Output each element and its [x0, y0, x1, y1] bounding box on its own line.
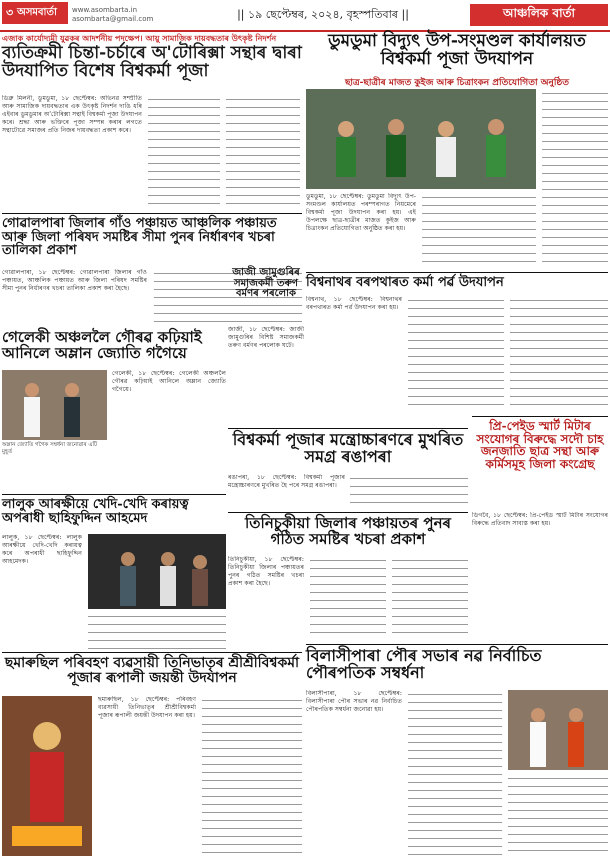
article-body-continued — [310, 556, 386, 640]
article-body-continued — [392, 556, 468, 640]
masthead-contact — [72, 6, 202, 24]
page-number-block — [2, 2, 68, 24]
divider — [2, 213, 302, 214]
article-subhead: ছাত্ৰ-ছাত্ৰীৰ মাজত কুইজ আৰু চিত্ৰাংকন প্ৰতিযোগিতা অনুষ্ঠিত — [344, 78, 570, 88]
article-body: বিশ্বনাথ, ১৮ ছেপ্টেম্বৰ: বিশ্বনাথৰ বৰপথাৰত কৰ্মা পৰ্ৱ উদযাপন কৰা হয়। — [306, 296, 402, 311]
article-transport-puja — [2, 652, 302, 857]
article-gelekey — [2, 330, 226, 490]
ceremony-illustration — [508, 690, 608, 770]
site-url[interactable]: www.asombarta.in — [72, 6, 138, 14]
article-body: ডিগবৈ, ১৮ ছেপ্টেম্বৰ: প্ৰি-পেইড স্মাৰ্ট মিটাৰ সংযোগৰ বিৰুদ্ধে প্ৰতিবাদ সাব্যস্ত কৰা হয়। — [472, 512, 608, 527]
issue-date: || ১৯ ছেপ্টেম্বৰ, ২০২৪, বৃহস্পতিবাৰ || — [237, 8, 409, 21]
divider — [472, 416, 608, 417]
felicitation-photo — [508, 690, 608, 770]
article-body-continued — [422, 193, 536, 268]
article-body-continued — [148, 95, 220, 205]
article-body-continued — [542, 89, 608, 264]
article-headline[interactable]: লালুক আৰক্ষীয়ে খেদি-খেদি কৰায়ত্ব অপৰাধী ছাহিফুদ্দিন আহমেদ — [2, 497, 189, 526]
article-headline[interactable]: গেলেকী অঞ্চললৈ গৌৰৱ কঢ়িয়াই আনিলে অম্লান জ্যোতি গগৈয়ে — [2, 328, 202, 362]
email-address[interactable]: asombarta@gmail.com — [72, 15, 154, 23]
article-biswanath — [306, 272, 608, 414]
article-electricity-office — [306, 33, 608, 268]
article-body-continued — [510, 296, 608, 411]
night-scene-illustration — [88, 534, 226, 609]
article-body-continued — [88, 612, 226, 649]
article-headline[interactable]: প্ৰি-পেইড স্মাৰ্ট মিটাৰ সংযোগৰ বিৰুদ্ধে সদৌ চাহ জনজাতি ছাত্ৰ সন্থা আৰু কৰ্মিসমূহ জিলা কংগ্ৰেছ — [476, 419, 604, 471]
section-title: আঞ্চলিক বাৰ্তা — [470, 4, 608, 26]
article-body-continued — [408, 690, 502, 856]
divider — [228, 428, 468, 429]
photo-caption: অম্লান জ্যোতি গগৈক সম্বৰ্ধনা জনোৱাৰ এটি মুহূৰ্ত — [2, 442, 98, 455]
article-headline[interactable]: ডুমডুমা বিদ্যুৎ উপ-সংমণ্ডল কাৰ্যালয়ত বিশ্বকৰ্মা পূজা উদযাপন — [328, 31, 586, 69]
event-photo — [306, 89, 536, 189]
divider — [306, 272, 608, 273]
article-headline[interactable]: বিশ্বকৰ্মা পূজাৰ মন্ত্ৰোচ্চাৰণৰে মুখৰিত সমগ্ৰ ৰঙাপৰা — [232, 430, 464, 466]
article-body: গোৱালপাৰা, ১৮ ছেপ্টেম্বৰ: গোৱালপাৰা জিলাৰ গাঁও পঞ্চায়ত, আঞ্চলিক পঞ্চায়ত আৰু জিলা পৰিষদ সমষ্টিৰ সীমা পুনৰ নিৰ্ধাৰণৰ খচৰা তালিকা প্ৰকাশ কৰা হৈছে। — [2, 269, 147, 292]
article-body: বিলাসীপাৰা, ১৮ ছেপ্টেম্বৰ: বিলাসীপাৰা পৌৰ সভাৰ নৱ নিৰ্বাচিত পৌৰপতিক সম্বৰ্ধনা জনোৱা হয়। — [306, 690, 402, 713]
felicitation-illustration — [2, 370, 107, 440]
masthead-logo: অসমবাৰ্তা — [17, 6, 57, 18]
article-headline[interactable]: তিনিচুকীয়া জিলাৰ পঞ্চায়তৰ পুনৰ গঠিত সমষ্টিৰ খচৰা প্ৰকাশ — [245, 514, 451, 548]
felicitation-photo — [2, 370, 107, 440]
article-body: জাজী, ১৮ ছেপ্টেম্বৰ: জাজী জামুগুৰিৰ বিশিষ্ট সমাজকৰ্মী তৰুণ বৰ্মণৰ পৰলোক ঘটে। — [228, 326, 304, 349]
puja-photo — [2, 696, 92, 856]
divider — [306, 644, 608, 645]
article-body: লালুক, ১৮ ছেপ্টেম্বৰ: লালুক আৰক্ষীয়ে খেদি-খেদি কৰায়ত্ব কৰে অপৰাধী ছাহিফুদ্দিন আহমেদক। — [2, 534, 82, 565]
article-smart-meter — [472, 416, 608, 641]
article-body: গেলেকী, ১৮ ছেপ্টেম্বৰ: গেলেকী অঞ্চললৈ গৌৰৱ কঢ়িয়াই আনিলে অম্লান জ্যোতি গগৈয়ে। — [112, 370, 226, 393]
article-body-continued — [508, 774, 608, 856]
article-rangapara — [228, 428, 468, 508]
article-body: ডুমডুমা, ১৮ ছেপ্টেম্বৰ: ডুমডুমা বিদ্যুৎ উপ-সংমণ্ডল কাৰ্যালয়ত পৰম্পৰাগত নিয়মেৰে বিশ্বকৰ্মা পূজা উদযাপন কৰা হয়। এই উপলক্ষে ছাত্ৰ-ছাত্ৰীৰ মাজত কুইজ আৰু চিত্ৰাংকন প্ৰতিযোগিতা অনুষ্ঠিত কৰা হয়। — [306, 193, 416, 232]
divider — [2, 652, 302, 653]
arrest-photo — [88, 534, 226, 609]
article-headline[interactable]: বিলাসীপাৰা পৌৰ সভাৰ নৱ নিৰ্বাচিত পৌৰপতিক সম্বৰ্ধনা — [306, 646, 542, 682]
article-body: ডিব্ৰু মিলনী, ডুমডুমা, ১৮ ছেপ্টেম্বৰ: অভিনৱ সম্প্ৰীতি আৰু সামাজিক দায়বদ্ধতাৰ এক উৎকৃষ্ট নিদৰ্শন দাঙি ধৰি এইবাৰ ডুমডুমাৰ অ'টোৰিক্সা সন্থাই বিশ্বকৰ্মা পূজা উদযাপন কৰে। শ্ৰদ্ধা আৰু ভক্তিৰে পূজা সম্পন্ন কৰাৰ লগতে সন্থাটোৱে সমাজৰ প্ৰতি নিজৰ দায়বদ্ধতা প্ৰকাশ কৰে। — [2, 95, 142, 134]
article-headline[interactable]: ব্যতিক্ৰমী চিন্তা-চৰ্চাৰে অ'টোৰিক্সা সন্থাৰ দ্বাৰা উদযাপিত বিশেষ বিশ্বকৰ্মা পূজা — [2, 43, 302, 81]
page-number: ৩ — [6, 5, 14, 19]
people-illustration — [306, 89, 536, 189]
article-obituary — [228, 268, 304, 428]
page-header — [0, 0, 610, 32]
article-headline[interactable]: গোৱালপাৰা জিলাৰ গাঁও পঞ্চায়ত আঞ্চলিক পঞ্চায়ত আৰু জিলা পৰিষদ সমষ্টিৰ সীমা পুনৰ নিৰ্ধাৰণৰ খচৰা তালিকা প্ৰকাশ — [2, 216, 277, 259]
article-body-continued — [202, 696, 302, 856]
article-headline[interactable]: জাজী জামুগুৰিৰ সমাজকৰ্মী তৰুণ বৰ্মণৰ পৰলোক — [232, 267, 300, 299]
article-headline[interactable]: বিশ্বনাথৰ বৰপথাৰত কৰ্মা পৰ্ৱ উদযাপন — [306, 275, 504, 290]
divider — [228, 512, 468, 513]
article-tinsukia-panchayat — [228, 512, 468, 640]
article-body-continued — [408, 296, 504, 411]
article-bilasipara — [306, 644, 608, 857]
article-body-continued — [226, 95, 300, 205]
article-body: ছমাৰুছিল, ১৮ ছেপ্টেম্বৰ: পৰিবহণ ব্যৱসায়ী তিনিভাতৃৰ শ্ৰীশ্ৰীবিশ্বকৰ্মা পূজাৰ ৰূপালী জয়ন্তী উদযাপন কৰা হয়। — [98, 696, 196, 719]
article-headline[interactable]: ছমাৰুছিল পৰিবহণ ব্যৱসায়ী তিনিভাতৃৰ শ্ৰীশ্ৰীবিশ্বকৰ্মা পূজাৰ ৰূপালী জয়ন্তী উদযাপন — [4, 655, 300, 686]
article-auto-rickshaw — [2, 33, 302, 208]
article-body-continued — [350, 474, 468, 508]
article-strapline: এজাক কাৰ্যোদ্যমী যুৱকৰ আদৰ্শনীয় পদক্ষেপ। আয়ু সামাজিক দায়বদ্ধতাৰ উৎকৃষ্ট নিদৰ্শন — [2, 34, 277, 43]
idol-illustration — [2, 696, 92, 856]
article-body: ৰঙাপৰা, ১৮ ছেপ্টেম্বৰ: বিশ্বকৰ্মা পূজাৰ মন্ত্ৰোচ্চাৰণৰে মুখৰিত হৈ পৰে সমগ্ৰ ৰঙাপৰা। — [228, 474, 345, 489]
divider — [2, 494, 226, 495]
article-lalook-police — [2, 494, 226, 649]
article-body: তিনিচুকীয়া, ১৮ ছেপ্টেম্বৰ: তিনিচুকীয়া জিলাৰ পঞ্চায়তৰ পুনৰ গঠিত সমষ্টিৰ খচৰা প্ৰকাশ কৰা হৈছে। — [228, 556, 304, 587]
